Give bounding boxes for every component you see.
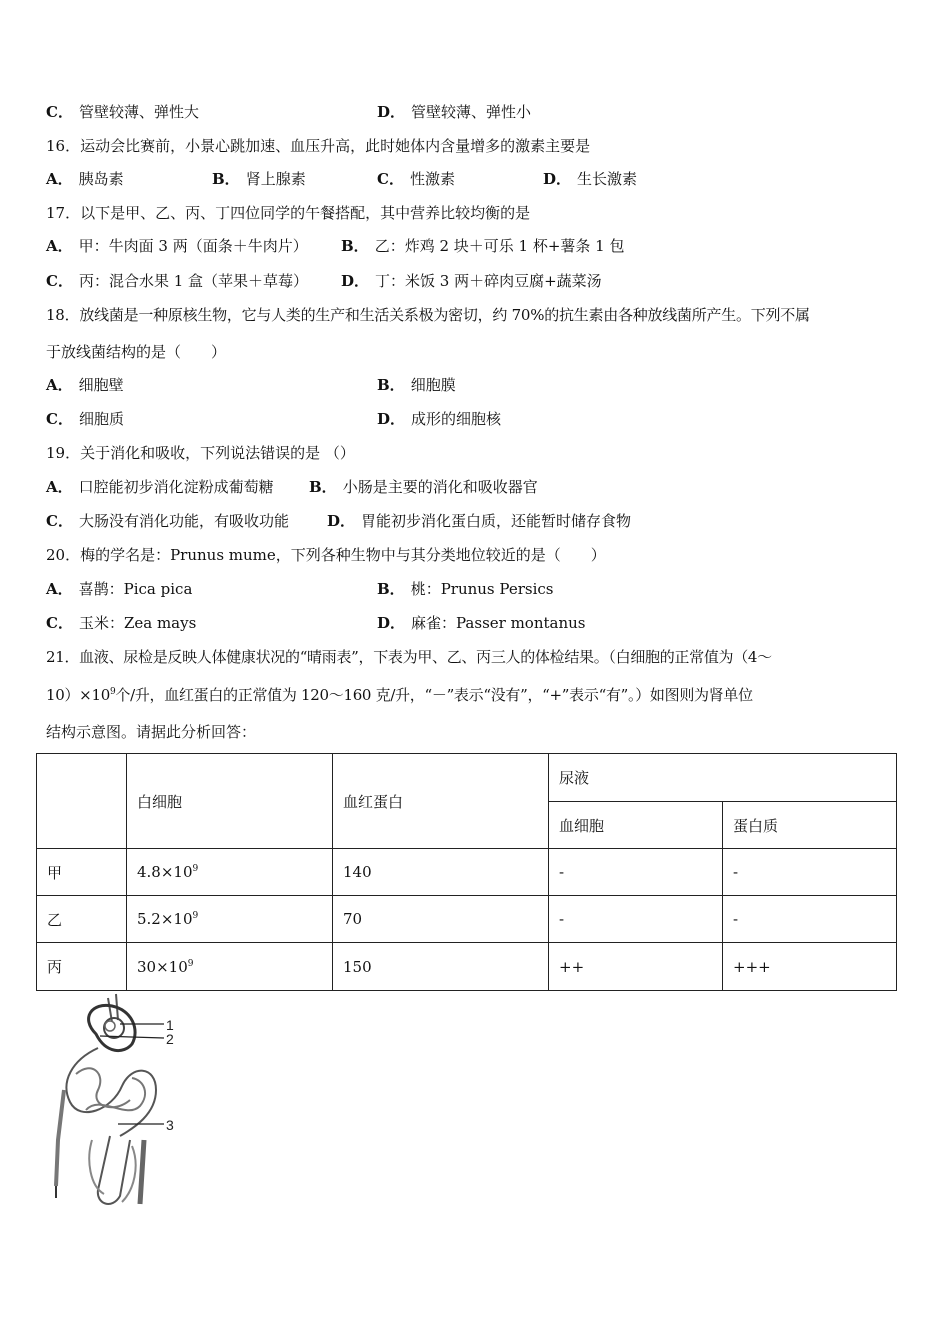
table-corner-cell (37, 754, 127, 849)
header-urine: 尿液 (549, 754, 897, 802)
header-urine-blood-cells: 血细胞 (549, 802, 723, 849)
row-wbc: $4.8\times 10^9$ (127, 849, 333, 896)
table-row (37, 849, 897, 896)
row-urine-blood-cells: ++ (549, 943, 723, 991)
glomerulus-loop (105, 1021, 115, 1031)
header-urine-protein: 蛋白质 (723, 802, 897, 849)
renal-vessel (56, 1090, 64, 1186)
q19-option-c: C． 大肠没有消化功能，有吸收功能 (46, 512, 289, 530)
q16-option-a: A． 胰岛素 (46, 170, 124, 188)
q16-option-d: D． 生长激素 (543, 170, 638, 188)
row-urine-protein: - (723, 849, 897, 896)
table-row (37, 943, 897, 991)
diagram-label-2: 2 (166, 1031, 174, 1047)
row-wbc: $5.2\times 10^9$ (127, 896, 333, 943)
q19-option-d: D． 胃能初步消化蛋白质，还能暂时储存食物 (327, 512, 632, 530)
q21-stem-line1: 21．血液、尿检是反映人体健康状况的“晴雨表”，下表为甲、乙、丙三人的体检结果。（白细胞的正常值为（4～ (46, 648, 772, 666)
q16-stem: 16．运动会比赛前，小景心跳加速、血压升高，此时她体内含量增多的激素主要是 (46, 137, 591, 155)
row-name: 乙 (37, 896, 127, 943)
q17-stem: 17．以下是甲、乙、丙、丁四位同学的午餐搭配，其中营养比较均衡的是 (46, 204, 531, 222)
q17-option-c: C． 丙：混合水果 1 盒（苹果＋草莓） (46, 272, 309, 290)
q16-option-c: C． 性激素 (377, 170, 455, 188)
q21-stem-line2: $10)\times 10^9$个/升，血红蛋白的正常值为 120～160 克/升，“－”表示“没有”，“+”表示“有”。）如图则为肾单位 (46, 686, 753, 704)
diagram-label-1: 1 (166, 1017, 174, 1033)
q17-option-b: B． 乙：炸鸡 2 块＋可乐 1 杯+薯条 1 包 (341, 237, 625, 255)
q20-option-c: C． 玉米：Zea mays (46, 614, 197, 632)
row-name: 甲 (37, 849, 127, 896)
capillary-network (86, 1078, 145, 1110)
q17-option-a: A． 甲：牛肉面 3 两（面条＋牛肉片） (46, 237, 308, 255)
q17-option-d: D． 丁：米饭 3 两＋碎肉豆腐+蔬菜汤 (341, 272, 602, 290)
table-row (37, 896, 897, 943)
row-urine-protein: - (723, 896, 897, 943)
collecting-duct (140, 1140, 144, 1204)
row-hemoglobin: 150 (333, 943, 549, 991)
q20-stem: 20．梅的学名是：Prunus mume，下列各种生物中与其分类地位较近的是（ ） (46, 546, 606, 564)
q19-stem: 19．关于消化和吸收，下列说法错误的是 （） (46, 444, 355, 462)
header-hemoglobin: 血红蛋白 (333, 754, 549, 849)
row-urine-blood-cells: - (549, 896, 723, 943)
row-hemoglobin: 140 (333, 849, 549, 896)
q21-stem-line3: 结构示意图。请据此分析回答： (46, 723, 257, 741)
q20-option-b: B． 桃：Prunus Persics (377, 580, 554, 598)
proximal-tubule (66, 1048, 156, 1136)
row-urine-protein: +++ (723, 943, 897, 991)
row-wbc: $30\times 10^9$ (127, 943, 333, 991)
q18-option-a: A． 细胞壁 (46, 376, 124, 394)
q18-option-d: D． 成形的细胞核 (377, 410, 502, 428)
header-wbc: 白细胞 (127, 754, 333, 849)
q16-option-b: B． 肾上腺素 (212, 170, 306, 188)
q19-option-a: A． 口腔能初步消化淀粉成葡萄糖 (46, 478, 274, 496)
q15-option-d: D． 管壁较薄、弹性小 (377, 103, 532, 121)
q20-option-a: A． 喜鹊：Pica pica (46, 580, 193, 598)
row-hemoglobin: 70 (333, 896, 549, 943)
results-table (36, 753, 897, 991)
diagram-label-3: 3 (166, 1117, 174, 1133)
q18-stem-line2: 于放线菌结构的是（ ） (46, 343, 227, 361)
q20-option-d: D． 麻雀：Passer montanus (377, 614, 586, 632)
row-urine-blood-cells: - (549, 849, 723, 896)
q18-option-b: B． 细胞膜 (377, 376, 456, 394)
nephron-diagram (36, 990, 186, 1226)
q18-option-c: C． 细胞质 (46, 410, 124, 428)
q19-option-b: B． 小肠是主要的消化和吸收器官 (309, 478, 538, 496)
q18-stem-line1: 18．放线菌是一种原核生物，它与人类的生产和生活关系极为密切，约 70%的抗生素由各种放线菌所产生。下列不属 (46, 306, 810, 324)
bowmans-capsule (89, 1005, 135, 1050)
row-name: 丙 (37, 943, 127, 991)
q15-option-c: C． 管壁较薄、弹性大 (46, 103, 199, 121)
